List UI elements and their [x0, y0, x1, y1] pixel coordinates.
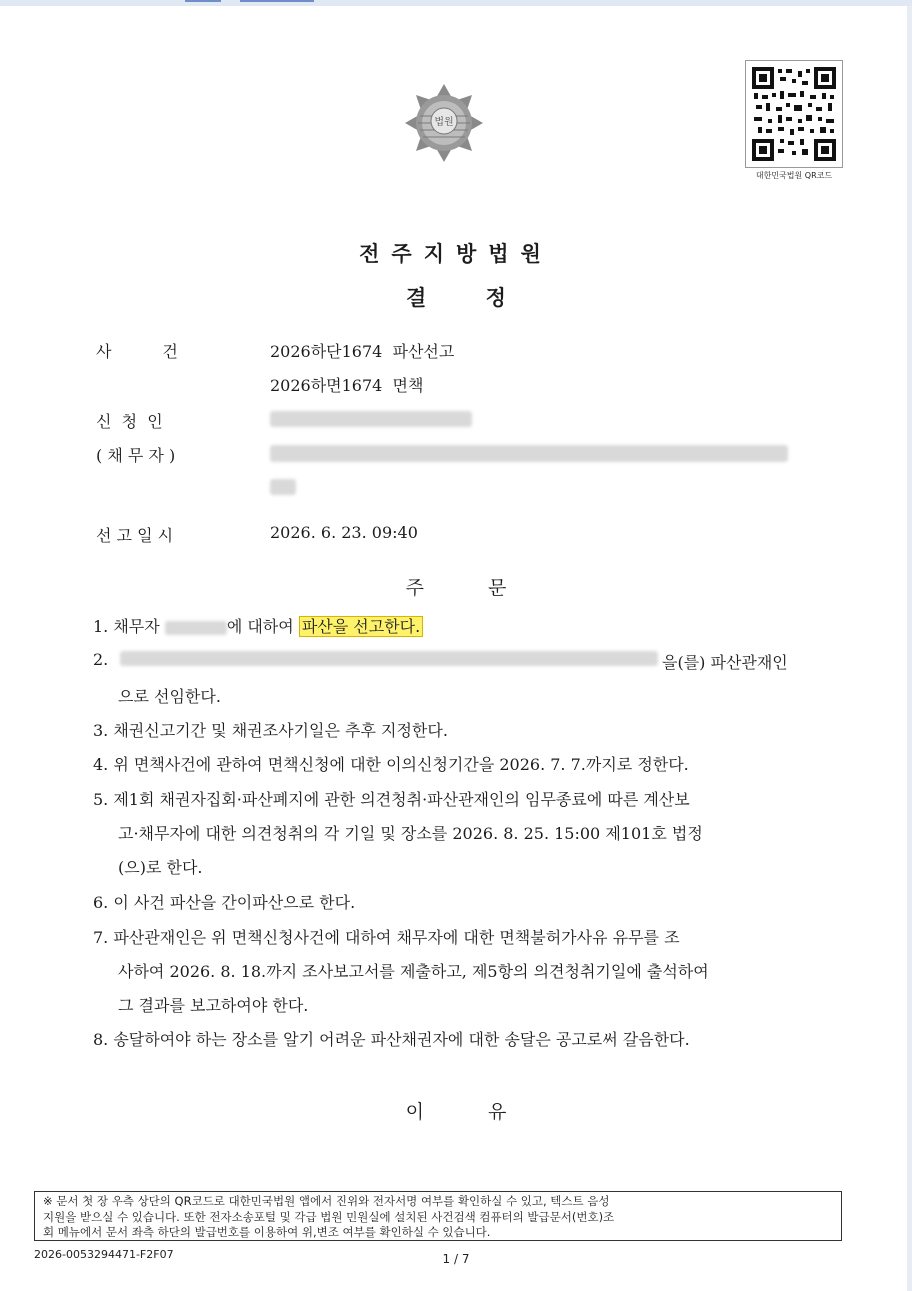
order-item-5-line-2: 고·채무자에 대한 의견청취의 각 기일 및 장소를 2026. 8. 25. 15:00 제101호 법정: [118, 824, 703, 843]
case-number-discharge: 2026하면1674 면책: [270, 376, 424, 395]
redacted-debtor-name: [165, 621, 227, 635]
order-2-suffix: 을(를) 파산관재인: [662, 653, 788, 672]
order-item-6: 6. 이 사건 파산을 간이파산으로 한다.: [93, 893, 356, 912]
qr-code-icon: [752, 67, 836, 161]
issue-number: 2026-0053294471-F2F07: [34, 1248, 174, 1261]
viewer-top-bar: [0, 0, 912, 6]
order-item-7: 7. 파산관재인은 위 면책신청사건에 대하여 채무자에 대한 면책불허가사유 유무를 조: [93, 928, 680, 947]
document-type: 결 정: [406, 286, 506, 310]
order-item-4: 4. 위 면책사건에 관하여 면책신청에 대한 이의신청기간을 2026. 7. 7.까지로 정한다.: [93, 755, 689, 774]
order-item-3: 3. 채권신고기간 및 채권조사기일은 추후 지정한다.: [93, 721, 448, 740]
order-item-7-line-2: 사하여 2026. 8. 18.까지 조사보고서를 제출하고, 제5항의 의견청취기일에 출석하여: [118, 962, 709, 981]
viewer-tab-indicator[interactable]: [240, 0, 314, 2]
applicant-label: 신 청 인: [96, 412, 163, 431]
order-2-prefix: 2.: [93, 650, 109, 669]
reason-heading: 이 유: [405, 1101, 507, 1123]
date-label: 선 고 일 시: [96, 526, 174, 545]
court-name: 전주지방법원: [359, 242, 553, 266]
order-item-2: [93, 650, 108, 669]
case-number-bankruptcy: 2026하단1674 파산선고: [270, 342, 455, 361]
order-heading: 주 문: [405, 577, 507, 599]
emblem-label: 법원: [434, 117, 454, 128]
debtor-label: ( 채 무 자 ): [96, 446, 176, 465]
redacted-debtor-address: [270, 445, 788, 462]
order-1-middle: 에 대하여: [226, 617, 299, 636]
qr-code[interactable]: [745, 60, 843, 168]
redacted-trustee-info: [120, 651, 658, 666]
notice-line-2: 지원을 받으실 수 있습니다. 또한 전자소송포털 및 각급 법원 민원실에 설치된 사건검색 컴퓨터의 발급문서(번호)조: [43, 1209, 615, 1224]
notice-line-1: ※ 문서 첫 장 우측 상단의 QR코드로 대한민국법원 앱에서 진위와 전자서명 여부를 확인하실 수 있고, 텍스트 음성: [43, 1194, 610, 1208]
order-item-5: 5. 제1회 채권자집회·파산폐지에 관한 의견청취·파산관재인의 임무종료에 따른 계산보: [93, 790, 690, 809]
page-number: 1 / 7: [442, 1252, 470, 1266]
verification-notice: [34, 1191, 842, 1241]
order-2-continuation: 으로 선임한다.: [118, 687, 221, 706]
date-value: 2026. 6. 23. 09:40: [270, 523, 418, 542]
order-item-7-line-3: 그 결과를 보고하여야 한다.: [118, 996, 309, 1015]
viewer-tab-indicator[interactable]: [185, 0, 221, 2]
notice-line-3: 회 메뉴에서 문서 좌측 하단의 발급번호를 이용하여 위,변조 여부를 확인하실 수 있습니다.: [43, 1225, 491, 1239]
highlighted-ruling: 파산을 선고한다.: [299, 616, 423, 637]
order-item-5-line-3: (으)로 한다.: [118, 858, 203, 877]
redacted-applicant-name: [270, 411, 472, 427]
order-item-1: [93, 614, 423, 637]
redacted-debtor-address-cont: [270, 479, 296, 495]
order-1-prefix: 1. 채무자: [93, 617, 165, 636]
qr-caption: 대한민국법원 QR코드: [755, 171, 833, 180]
case-label: 사 건: [96, 342, 178, 361]
order-item-8: 8. 송달하여야 하는 장소를 알기 어려운 파산채권자에 대한 송달은 공고로써 갈음한다.: [93, 1030, 690, 1049]
